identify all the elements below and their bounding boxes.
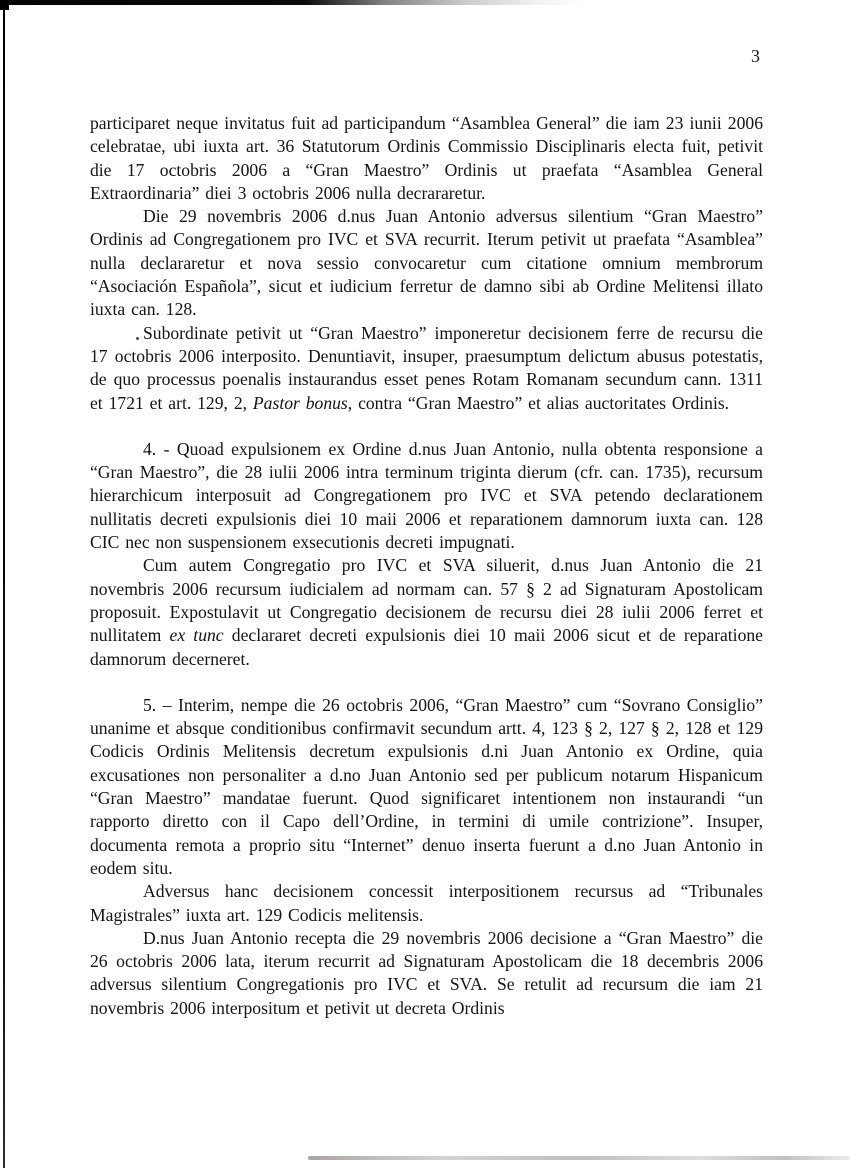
paragraph [90, 438, 763, 554]
text-run: Cum autem Congregatio pro IVC et SVA siluerit, d.nus Juan Antonio die 21 novembris 2006 recursum iudicialem ad normam can. 57 § 2 ad Signaturam Apostolicam proposuit. Expostulavit ut Congregatio decisionem de recursu diei 28 iulii 2006 ferret et nullitatem [90, 555, 763, 646]
text-run: participaret neque invitatus fuit ad participandum “Asamblea General” die iam 23 iunii 2006 celebratae, ubi iuxta art. 36 Statutorum Ordinis Commissio Disciplinaris electa fuit, petivit die 17 octobris 2006 a “Gran Maestro” Ordinis ut praefata “Asamblea General Extraordinaria” diei 3 octobris 2006 nulla decrararetur. [90, 113, 763, 203]
text-run: , contra “Gran Maestro” et alias auctoritates Ordinis. [347, 392, 730, 413]
text-run: Die 29 novembris 2006 d.nus Juan Antonio adversus silentium “Gran Maestro” Ordinis ad Congregationem pro IVC et SVA recurrit. Iterum petivit ut praefata “Asamblea” nulla declararetur et nova sessio convocaretur cum citatione omnium membrorum “Asociación Española”, sicut et iudicium ferretur de damno sibi ab Ordine Melitensi illato iuxta can. 128. [90, 206, 763, 320]
paragraph [90, 205, 763, 321]
scan-top-edge-line [0, 0, 585, 5]
paragraph [90, 554, 763, 670]
paragraph [90, 112, 763, 205]
text-run: 5. – Interim, nempe die 26 octobris 2006, “Gran Maestro” cum “Sovrano Consiglio” unanime et absque conditionibus confirmavit secundum artt. 4, 123 § 2, 127 § 2, 128 et 129 Codicis Ordinis Melitensis decretum expulsionis d.ni Juan Antonio ex Ordine, quia excusationes non personaliter a d.no Juan Antonio sed per publicum notarum Hispanicum “Gran Maestro” mandatae fuerunt. Quod significaret intentionem non instaurandi “un rapporto diretto con il Capo dell’Ordine, in termini di umile contrizione”. Insuper, documenta remota a proprio situ “Internet” denuo inserta fuerunt a d.no Juan Antonio in eodem situ. [90, 694, 763, 878]
scan-corner-blob [0, 0, 9, 10]
paragraph [90, 880, 763, 927]
document-body [90, 112, 763, 1020]
text-run: declararet decreti expulsionis diei 10 maii 2006 sicut et de reparatione damnorum decerneret. [90, 625, 763, 669]
page-number: 3 [751, 46, 760, 66]
italic-phrase: ex tunc [169, 625, 224, 646]
scan-bottom-shadow-line [308, 1156, 850, 1160]
text-run: 4. - Quoad expulsionem ex Ordine d.nus Juan Antonio, nulla obtenta responsione a “Gran Maestro”, die 28 iulii 2006 intra terminum triginta dierum (cfr. can. 1735), recursum hierarchicum interposuit ad Congregationem pro IVC et SVA petendo declarationem nullitatis decreti expulsionis diei 10 maii 2006 et reparationem damnorum iuxta can. 128 CIC nec non suspensionem exsecutionis decreti impugnati. [90, 438, 763, 553]
text-run: Subordinate petivit ut “Gran Maestro” imponeretur decisionem ferre de recursu die 17 octobris 2006 interposito. Denuntiavit, insuper, praesumptum delictum abusus potestatis, de quo processus poenalis instaurandus esset penes Rotam Romanam secundum cann. 1311 et 1721 et art. 129, 2, [90, 322, 763, 413]
scan-left-edge-line [3, 0, 5, 1168]
paragraph [90, 322, 763, 415]
italic-phrase: Pastor bonus [252, 392, 348, 413]
paragraph [90, 694, 763, 880]
text-run: D.nus Juan Antonio recepta die 29 novembris 2006 decisione a “Gran Maestro” die 26 octobris 2006 lata, iterum recurrit ad Signaturam Apostolicam die 18 decembris 2006 adversus silentium Congregationis pro IVC et SVA. Se retulit ad recursum die iam 21 novembris 2006 interpositum et petivit ut decreta Ordinis [90, 927, 763, 1018]
paragraph [90, 927, 763, 1020]
text-run: Adversus hanc decisionem concessit interpositionem recursus ad “Tribunales Magistrales” iuxta art. 129 Codicis melitensis. [90, 881, 763, 925]
